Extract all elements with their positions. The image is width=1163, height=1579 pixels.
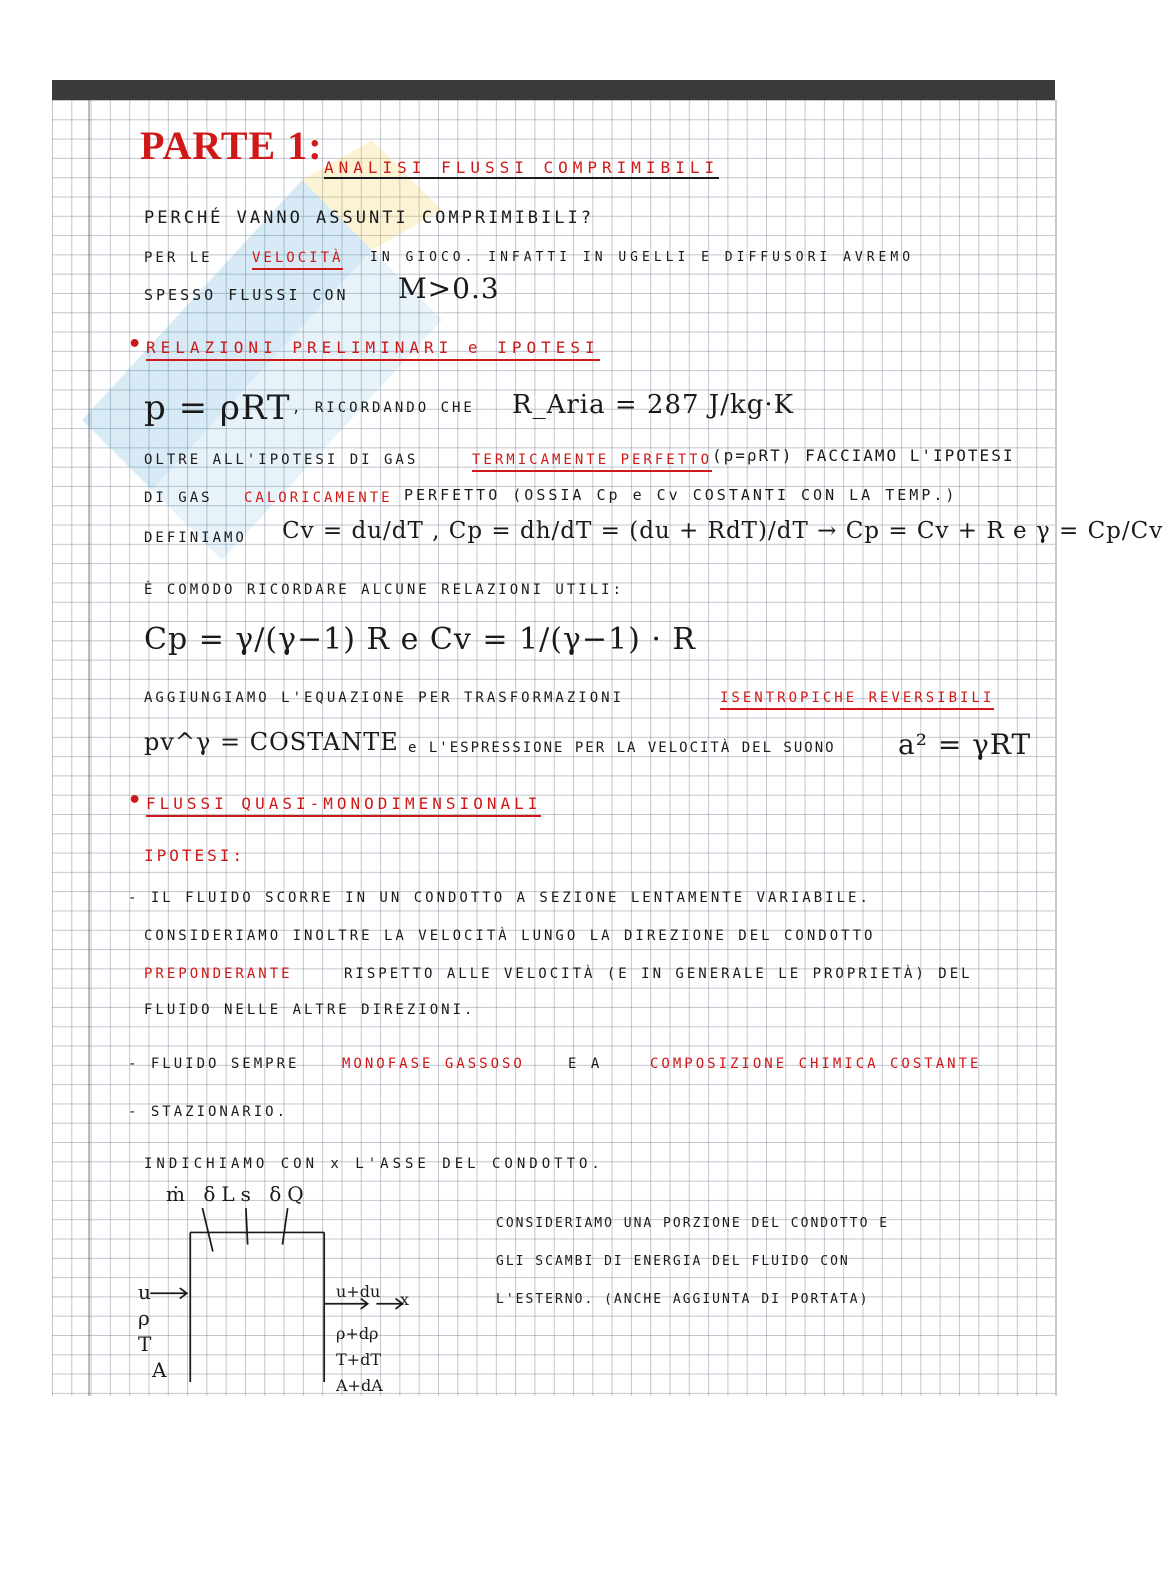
oltre-line-b: TERMICAMENTE PERFETTO — [472, 452, 712, 472]
comodo-line: È COMODO RICORDARE ALCUNE RELAZIONI UTILI: — [144, 582, 625, 598]
section-1-heading: RELAZIONI PRELIMINARI e IPOTESI — [146, 338, 600, 361]
inlet-area-label: A — [152, 1358, 167, 1382]
cv-cp-definition: Cv = du/dT , Cp = dh/dT = (du + RdT)/dT → Cp = Cv + R e γ = Cp/Cv — [282, 518, 1163, 544]
ipotesi-1-line-c2: RISPETTO ALLE VELOCITÀ (E IN GENERALE LE PROPRIETÀ) DEL — [344, 966, 973, 982]
intro-line-1: PERCHÉ VANNO ASSUNTI COMPRIMIBILI? — [144, 208, 594, 228]
sound-speed-formula: a² = γRT — [898, 728, 1032, 761]
ipotesi-1-line-b: CONSIDERIAMO INOLTRE LA VELOCITÀ LUNGO LA DIREZIONE DEL CONDOTTO — [144, 928, 876, 944]
outlet-temperature-label: T+dT — [336, 1350, 381, 1369]
ipotesi-label: IPOTESI: — [144, 846, 246, 865]
watermark-logo — [42, 120, 602, 540]
di-gas-a: DI GAS — [144, 490, 213, 506]
air-gas-constant: R_Aria = 287 J/kg·K — [512, 390, 795, 420]
intro-line-3a: SPESSO FLUSSI CON — [144, 286, 349, 304]
inlet-temperature-label: T — [138, 1332, 152, 1356]
ipotesi-1-line-d: FLUIDO NELLE ALTRE DIREZIONI. — [144, 1002, 476, 1018]
definiamo-label: DEFINIAMO — [144, 530, 247, 546]
ipotesi-1-line-a: - IL FLUIDO SCORRE IN UN CONDOTTO A SEZIONE LENTAMENTE VARIABILE. — [128, 890, 871, 906]
considera-line-3: L'ESTERNO. (ANCHE AGGIUNTA DI PORTATA) — [496, 1292, 870, 1307]
outlet-density-label: ρ+dρ — [336, 1324, 379, 1343]
di-gas-c: PERFETTO (OSSIA Cp e Cv COSTANTI CON LA TEMP.) — [404, 486, 958, 504]
oltre-line-a: OLTRE ALL'IPOTESI DI GAS — [144, 452, 419, 468]
section-1-bullet: • — [128, 332, 145, 357]
aggiungiamo-a: AGGIUNGIAMO L'EQUAZIONE PER TRASFORMAZIONI — [144, 690, 625, 706]
ipotesi-2-line-b: MONOFASE GASSOSO — [342, 1056, 525, 1072]
ipotesi-2-line-d: COMPOSIZIONE CHIMICA COSTANTE — [650, 1056, 982, 1072]
cp-cv-relations: Cp = γ/(γ−1) R e Cv = 1/(γ−1) · R — [144, 622, 696, 657]
sound-speed-text: e L'ESPRESSIONE PER LA VELOCITÀ DEL SUONO — [408, 740, 836, 756]
page-subtitle: ANALISI FLUSSI COMPRIMIBILI — [324, 158, 720, 177]
inlet-density-label: ρ — [138, 1306, 150, 1330]
intro-line-2c: IN GIOCO. INFATTI IN UGELLI E DIFFUSORI AVREMO — [370, 250, 915, 265]
mach-condition: M>0.3 — [398, 272, 500, 305]
considera-line-1: CONSIDERIAMO UNA PORZIONE DEL CONDOTTO E — [496, 1216, 890, 1231]
inlet-velocity-label: u — [138, 1280, 151, 1304]
section-2-bullet: • — [128, 788, 145, 813]
section-2-heading: FLUSSI QUASI-MONODIMENSIONALI — [146, 794, 541, 817]
di-gas-b: CALORICAMENTE — [244, 490, 393, 506]
aggiungiamo-b: ISENTROPICHE REVERSIBILI — [720, 690, 994, 710]
scanner-top-edge — [52, 80, 1055, 102]
intro-line-2a: PER LE — [144, 250, 213, 266]
considera-line-2: GLI SCAMBI DI ENERGIA DEL FLUIDO CON — [496, 1254, 850, 1269]
isentropic-relation: pv^γ = COSTANTE — [144, 728, 399, 756]
notebook-page — [52, 100, 1163, 1396]
ipotesi-3: - STAZIONARIO. — [128, 1104, 289, 1120]
ipotesi-2-line-a: - FLUIDO SEMPRE — [128, 1056, 300, 1072]
outlet-area-label: A+dA — [336, 1376, 383, 1395]
ideal-gas-law: p = ρRT — [144, 388, 291, 428]
diagram-top-labels: ṁ δLs δQ — [166, 1182, 310, 1206]
intro-line-2b: VELOCITÀ — [252, 250, 343, 270]
ipotesi-1-line-c1: PREPONDERANTE — [144, 966, 293, 982]
outlet-velocity-label: u+du — [336, 1282, 381, 1301]
page-margin-line — [88, 100, 90, 1396]
indichiamo-line: INDICHIAMO CON x L'ASSE DEL CONDOTTO. — [144, 1156, 604, 1172]
page-title: PARTE 1: — [140, 123, 323, 168]
ipotesi-2-line-c: E A — [568, 1056, 603, 1072]
oltre-line-c: (p=ρRT) FACCIAMO L'IPOTESI — [712, 446, 1015, 465]
gas-law-note: , RICORDANDO CHE — [292, 400, 475, 416]
axis-x-label: x — [400, 1290, 410, 1309]
duct-control-volume-diagram — [122, 1182, 422, 1395]
